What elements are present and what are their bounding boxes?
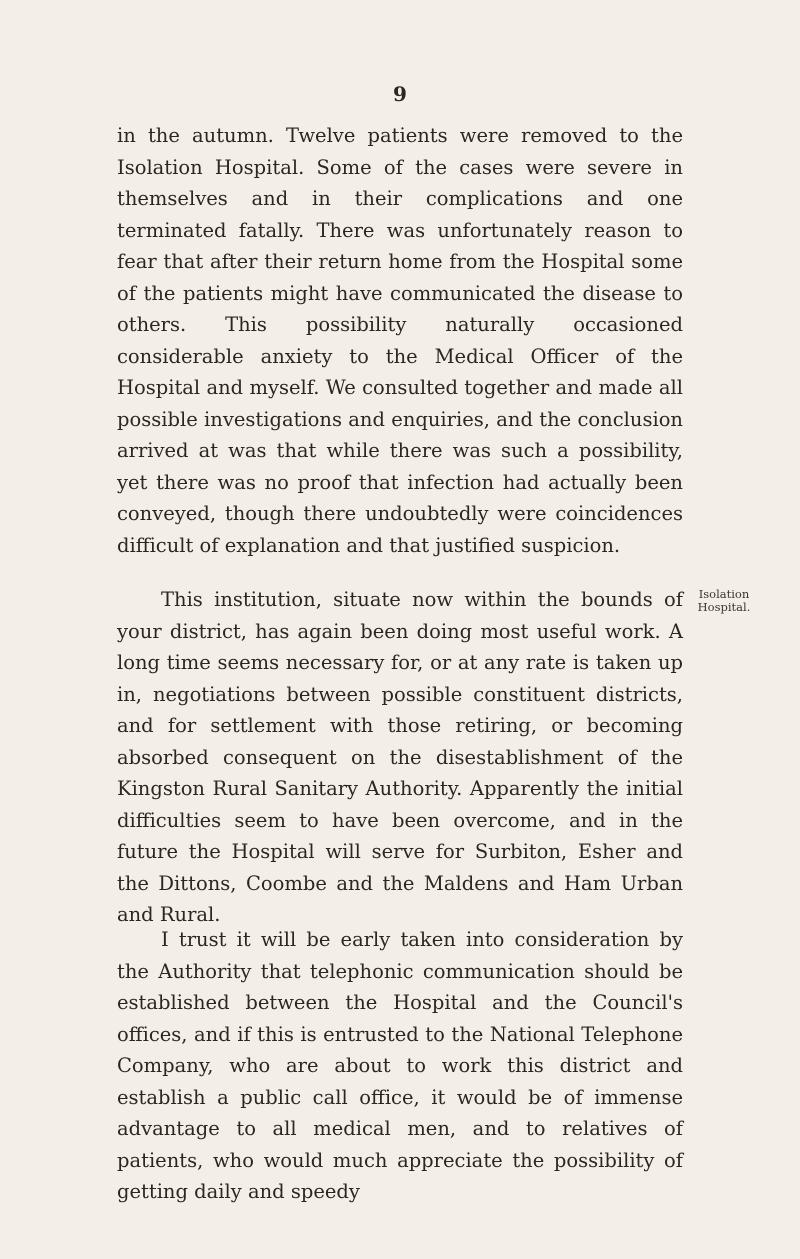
page-number: 9: [393, 82, 407, 106]
margin-note-isolation-hospital: [688, 588, 760, 614]
paragraph-continuation: in the autumn. Twelve patients were removed to the Isolation Hospital. Some of the cases were severe in themselves and in their complications and one terminated fatally. There was unfortunately reason to fear that after their return home from the Hospital some of the patients might have communicated the disease to others. This possibility naturally occasioned considerable anxiety to the Medical Officer of the Hospital and myself. We consulted together and made all possible investigations and enquiries, and the conclusion arrived at was that while there was such a possibility, yet there was no proof that infection had actually been conveyed, though there undoubtedly were coincidences difficult of explanation and that justified suspicion.: [117, 124, 683, 557]
margin-note-line-1: Isolation: [698, 587, 750, 601]
margin-note-line-2: Hospital.: [697, 600, 751, 614]
paragraph-telephone: I trust it will be early taken into consideration by the Authority that telephonic communication should be established between the Hospital and the Council's offices, and if this is entrusted to the National Telephone Company, who are about to work this district and establish a public call office, it would be of immense advantage to all medical men, and to relatives of patients, who would much appreciate the possibility of getting daily and speedy: [117, 928, 683, 1203]
paragraph-isolation-hospital: This institution, situate now within the bounds of your district, has again been doing most useful work. A long time seems necessary for, or at any rate is taken up in, negotiations between possible constituent districts, and for settlement with those retiring, or becoming absorbed consequent on the disestablishment of the Kingston Rural Sanitary Authority. Apparently the initial difficulties seem to have been overcome, and in the future the Hospital will serve for Surbiton, Esher and the Dittons, Coombe and the Maldens and Ham Urban and Rural.: [117, 588, 683, 926]
